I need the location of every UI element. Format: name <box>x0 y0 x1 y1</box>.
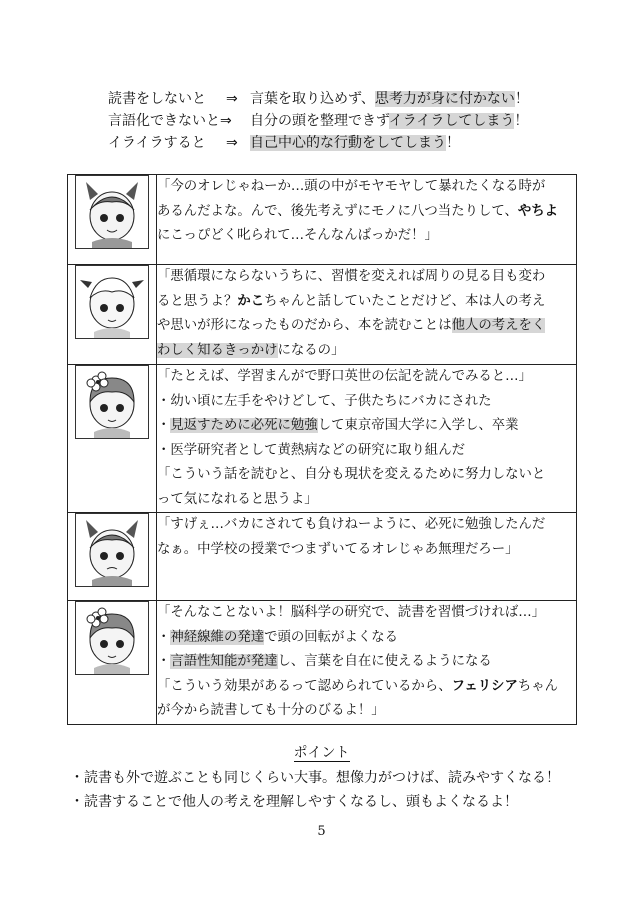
dialog-text: 「たとえば、学習まんがで野口英世の伝記を読んでみると…」 ・幼い頃に左手をやけどして、子供たちにバカにされた ・見返すために必死に勉強して東京帝国大学に入学し、卒業 ・医学研究者として黄熱病などの研究に取り組んだ 「こういう話を読むと、自分も現状を変えるために努力しないと って気になれると思うよ」 <box>157 365 577 513</box>
character-name: フェリシア <box>451 678 518 694</box>
intro-condition: 言語化できないと <box>108 113 220 129</box>
dialog-row <box>68 365 577 513</box>
character-name: やちよ <box>517 203 559 219</box>
dialog-text: 「すげぇ…バカにされても負けねーように、必死に勉強したんだ なぁ。中学校の授業でつまずいてるオレじゃあ無理だろー」 <box>157 513 577 601</box>
dialog-row <box>68 513 577 601</box>
intro-row-2: 言語化できないと ⇒ 自分の頭を整理できずイライラしてしまう！ <box>108 110 568 132</box>
point-list <box>70 766 560 814</box>
arrow-icon: ⇒ <box>226 91 238 107</box>
highlight-text: 他人の考えをく <box>451 318 546 333</box>
intro-condition: 読書をしないと <box>108 91 206 107</box>
dialog-text: 「そんなことないよ！脳科学の研究で、読書を習慣づければ…」 ・神経線維の発達で頭の回転がよくなる ・言語性知能が発達し、言葉を自在に使えるようになる 「こういう効果があるって認められているから、フェリシアちゃん が今から読書しても十分のびるよ！」 <box>157 601 577 725</box>
dialog-text: 「悪循環にならないうちに、習慣を変えれば周りの見る目も変わ ると思うよ？かこちゃんと話していたことだけど、本は人の考え や思いが形になったものだから、本を読むことは他人の考えをく わしく知るきっかけになるの」 <box>157 265 577 365</box>
intro-row-1: 読書をしないと ⇒ 言葉を取り込めず、思考力が身に付かない！ <box>108 88 568 110</box>
arrow-icon: ⇒ <box>226 135 238 151</box>
arrow-icon: ⇒ <box>220 113 232 129</box>
highlight-text: 神経線維の発達 <box>170 629 265 645</box>
avatar-cell <box>68 175 157 265</box>
flower-girl-avatar <box>75 365 149 439</box>
point-item: ・読書することで他人の考えを理解しやすくなるし、頭もよくなるよ！ <box>70 794 518 810</box>
dialog-text: 「今のオレじゃねーか…頭の中がモヤモヤして暴れたくなる時が あるんだよな。んで、後先考えずにモノに八つ当たりして、やちよ にこっぴどく叱られて…そんなんばっかだ！」 <box>157 175 577 265</box>
dialog-row <box>68 601 577 725</box>
highlight-text: わしく知るきっかけ <box>157 342 278 358</box>
avatar-cell <box>68 601 157 725</box>
flower-girl-avatar <box>75 601 149 675</box>
horned-girl-avatar <box>75 513 149 587</box>
character-name: かこ <box>237 293 265 309</box>
intro-condition: イライラすると <box>108 135 206 151</box>
highlight-text: 言語性知能が発達 <box>170 654 278 669</box>
intro-result: 自分の頭を整理できず <box>250 113 389 129</box>
intro-block <box>108 88 568 154</box>
intro-result: 言葉を取り込めず、 <box>250 91 375 107</box>
page-number: 5 <box>317 824 326 839</box>
horned-girl-avatar <box>75 175 149 249</box>
avatar-cell <box>68 365 157 513</box>
dialog-row <box>68 265 577 365</box>
intro-highlight: 思考力が身に付かない <box>374 91 515 107</box>
intro-row-3: イライラすると ⇒ 自己中心的な行動をしてしまう！ <box>108 132 568 154</box>
avatar-cell <box>68 265 157 365</box>
dialog-table <box>67 174 577 725</box>
point-heading: ポイント <box>293 745 350 761</box>
twintail-girl-avatar <box>75 265 149 339</box>
avatar-cell <box>68 513 157 601</box>
dialog-row <box>68 175 577 265</box>
intro-highlight: 自己中心的な行動をしてしまう <box>250 135 446 151</box>
highlight-text: 見返すために必死に勉強 <box>170 418 318 433</box>
point-item: ・読書も外で遊ぶことも同じくらい大事。想像力がつけば、読みやすくなる！ <box>70 770 560 786</box>
intro-highlight: イライラしてしまう <box>388 113 515 129</box>
